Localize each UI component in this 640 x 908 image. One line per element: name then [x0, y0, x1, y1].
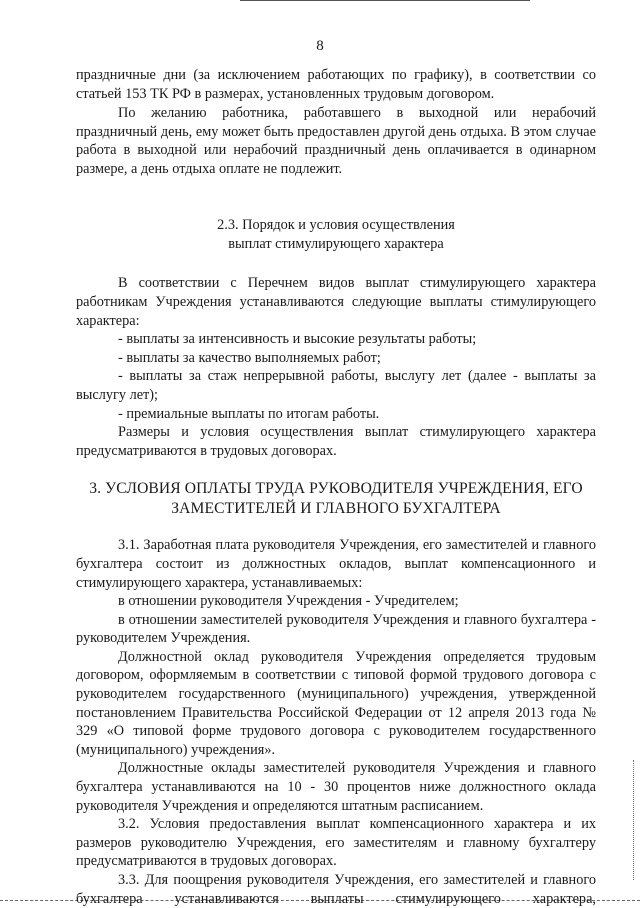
section-heading-2-3-line2: выплат стимулирующего характера: [228, 236, 444, 253]
section-heading-3-line1: 3. УСЛОВИЯ ОПЛАТЫ ТРУДА РУКОВОДИТЕЛЯ УЧРЕЖДЕНИЯ, ЕГО: [89, 480, 583, 498]
paragraph-day-off: По желанию работника, работавшего в выходной или нерабочий праздничный день, ему может быть предоставлен другой день отдыха. В этом случае работа в выходной или нерабочий праздничный день оплачивается в одинарном размере, а день отдыха оплате не подлежит.: [76, 105, 596, 177]
scan-edge-right: [633, 760, 634, 880]
section-heading-3-line2: ЗАМЕСТИТЕЛЕЙ И ГЛАВНОГО БУХГАЛТЕРА: [171, 500, 501, 518]
paragraph-3-3: 3.3. Для поощрения руководителя Учреждения, его заместителей и главного бухгалтера устанавливаются выплаты стимулирующего характера,: [76, 872, 596, 907]
document-body: [76, 66, 596, 908]
page-number: 8: [316, 38, 324, 54]
paragraph-3-1: 3.1. Заработная плата руководителя Учреждения, его заместителей и главного бухгалтера состоит из должностных окладов, выплат компенсационного и стимулирующего характера, устанавливаемых:: [76, 537, 596, 591]
paragraph-holidays-pay: праздничные дни (за исключением работающих по графику), в соответствии со статьей 153 ТК РФ в размерах, установленных трудовым договором.: [76, 67, 596, 102]
list-item-intensity: - выплаты за интенсивность и высокие результаты работы;: [118, 331, 477, 348]
paragraph-contracts: Размеры и условия осуществления выплат стимулирующего характера предусматриваются в трудовых договорах.: [76, 424, 596, 459]
paragraph-3-2: 3.2. Условия предоставления выплат компенсационного характера и их размеров руководителю Учреждения, его заместителям и главному бухгалтеру предусматриваются в трудовых договорах.: [76, 816, 596, 870]
scan-edge-top: [240, 0, 530, 1]
section-heading-2-3-line1: 2.3. Порядок и условия осуществления: [217, 217, 455, 234]
paragraph-director-salary: Должностной оклад руководителя Учреждения определяется трудовым договором, оформляемым в соответствии с типовой формой трудового договора с руководителем государственного (муниципального) учреждения, утвержденной постановлением Правительства Российской Федерации от 12 апреля 2013 года № 329 «О типовой форме трудового договора с руководителем государственного (муниципального) учреждения».: [76, 648, 596, 758]
list-item-seniority: - выплаты за стаж непрерывной работы, выслугу лет (далее - выплаты за выслугу лет);: [76, 368, 596, 403]
paragraph-stimulating-payments: В соответствии с Перечнем видов выплат стимулирующего характера работникам Учреждения устанавливаются следующие выплаты стимулирующего характера:: [76, 275, 596, 329]
list-item-bonus: - премиальные выплаты по итогам работы.: [118, 405, 380, 422]
paragraph-deputies-salary: Должностные оклады заместителей руководителя Учреждения и главного бухгалтера устанавливаются на 10 - 30 процентов ниже должностного оклада руководителя Учреждения и определяются штатным расписанием.: [76, 760, 596, 814]
paragraph-deputies: в отношении заместителей руководителя Учреждения и главного бухгалтера - руководителем Учреждения.: [76, 611, 596, 647]
list-item-quality: - выплаты за качество выполняемых работ;: [118, 349, 381, 366]
paragraph-founder: в отношении руководителя Учреждения - Учредителем;: [118, 593, 459, 610]
